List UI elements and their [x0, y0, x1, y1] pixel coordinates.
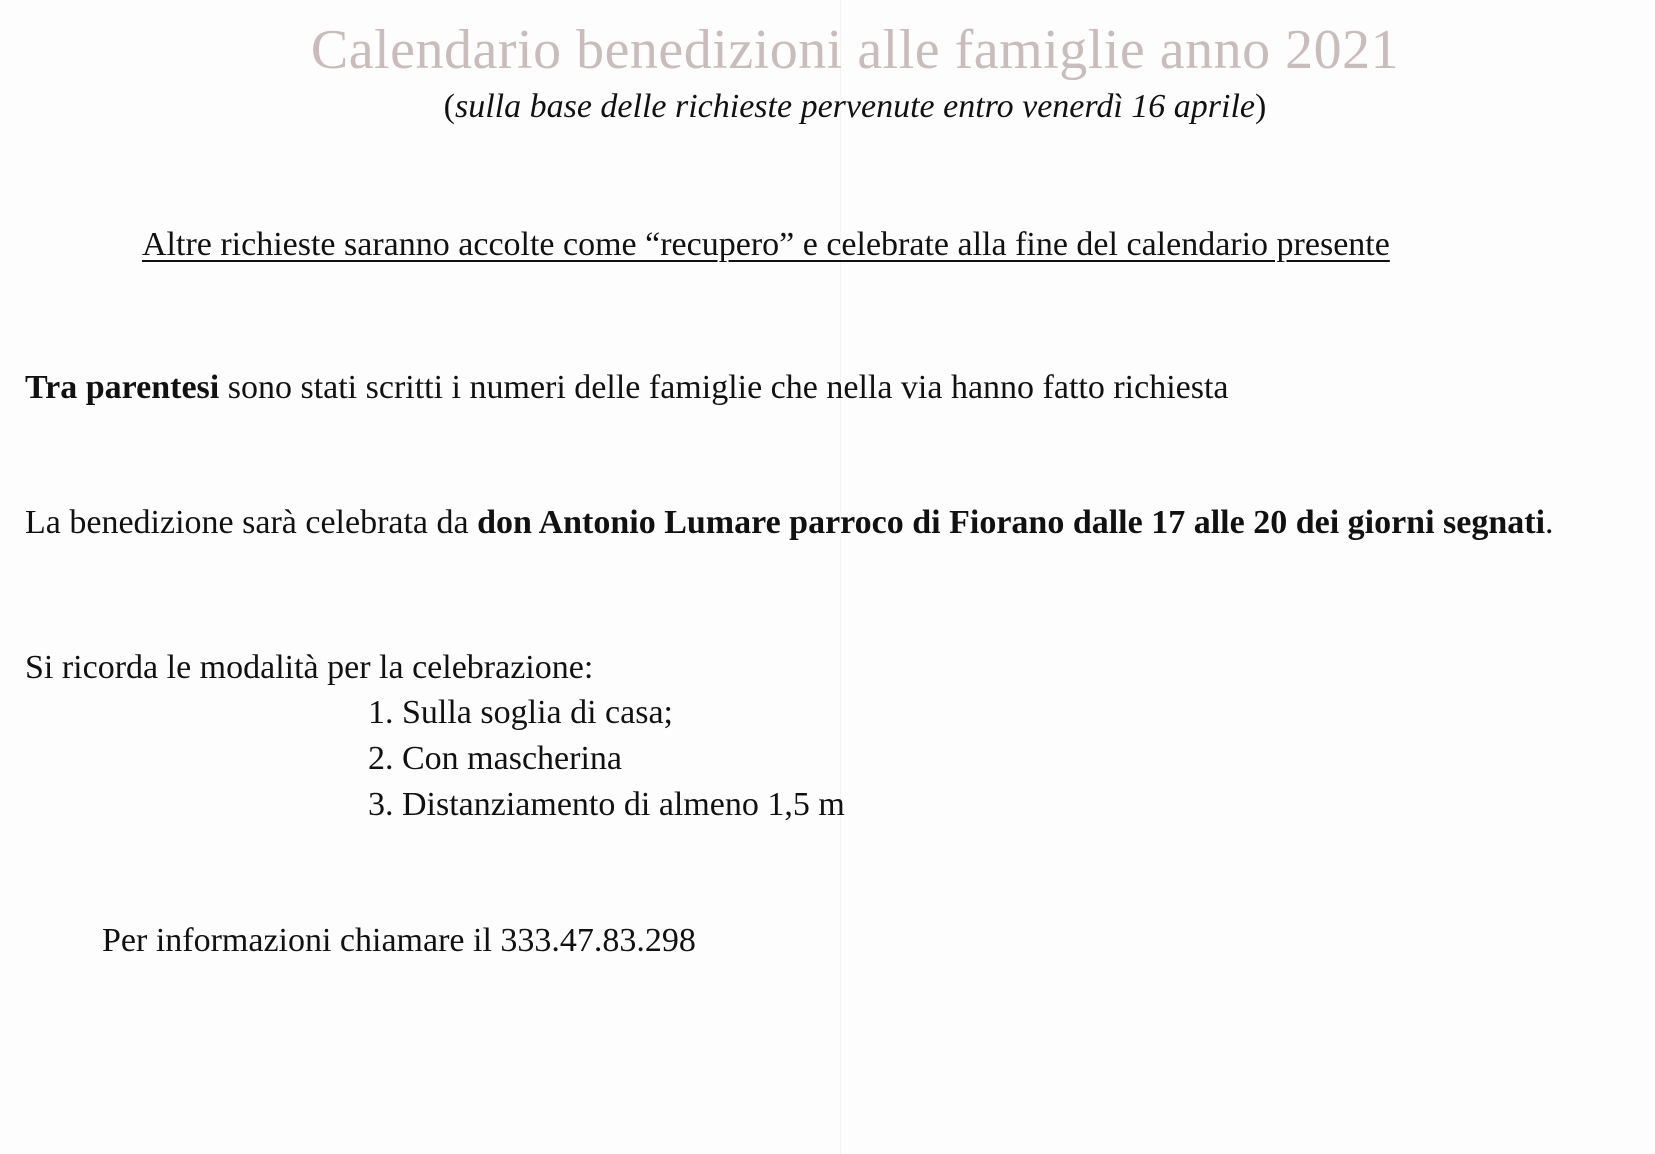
modes-list	[368, 690, 845, 828]
paper-fold-line	[840, 0, 841, 1154]
list-item-number: 3.	[368, 786, 394, 823]
list-item-number: 2.	[368, 740, 394, 777]
list-item-number: 1.	[368, 694, 394, 731]
document-subtitle	[0, 88, 1655, 126]
list-item-text: Sulla soglia di casa;	[402, 694, 674, 731]
blessing-bold: don Antonio Lumare parroco di Fiorano dalle 17 alle 20 dei giorni segnati	[477, 504, 1546, 541]
list-item	[368, 782, 845, 828]
blessing-intro: La benedizione sarà celebrata da	[25, 504, 478, 541]
parentheses-note-text: sono stati scritti i numeri delle famiglie che nella via hanno fatto richiesta	[219, 369, 1229, 406]
list-item-text: Distanziamento di almeno 1,5 m	[402, 786, 845, 823]
subtitle-text: sulla base delle richieste pervenute entro venerdì 16 aprile	[454, 88, 1256, 125]
recovery-notice: Altre richieste saranno accolte come “recupero” e celebrate alla fine del calendario presente	[142, 226, 1390, 263]
subtitle-open-paren: (	[443, 88, 455, 125]
list-item	[368, 736, 845, 782]
blessing-paragraph	[25, 500, 1645, 546]
parentheses-note	[25, 365, 1229, 411]
modes-intro: Si ricorda le modalità per la celebrazione:	[25, 649, 594, 686]
document-title: Calendario benedizioni alle famiglie anno 2021	[310, 19, 1400, 81]
contact-info: Per informazioni chiamare il 333.47.83.298	[102, 922, 696, 959]
list-item	[368, 690, 845, 736]
blessing-end: .	[1545, 504, 1554, 541]
parentheses-note-bold: Tra parentesi	[25, 369, 220, 406]
subtitle-close-paren: )	[1255, 88, 1267, 125]
list-item-text: Con mascherina	[402, 740, 622, 777]
